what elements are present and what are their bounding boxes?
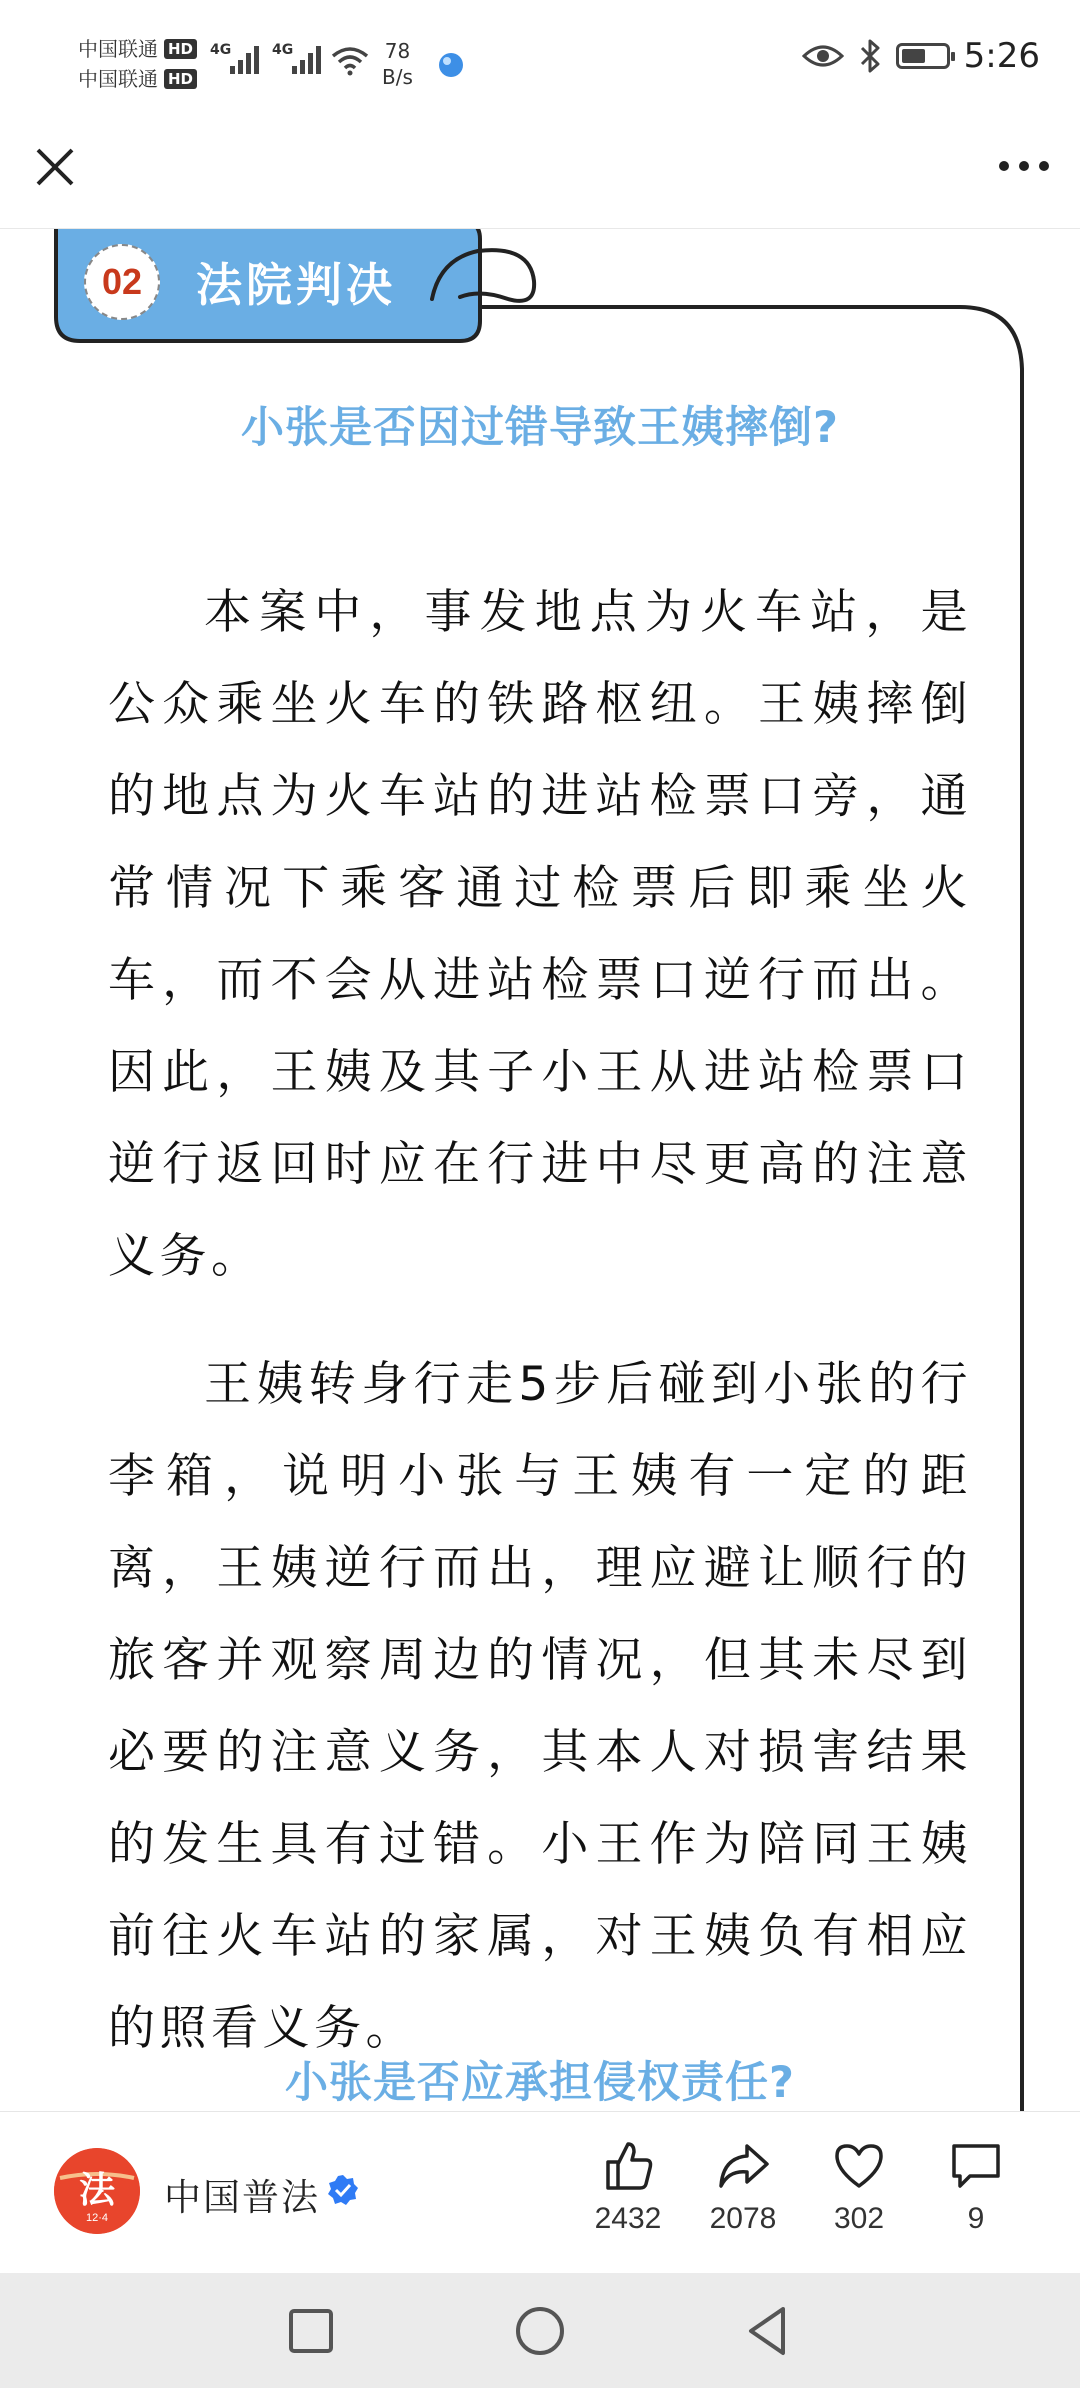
back-icon[interactable] xyxy=(741,2303,797,2359)
account-name[interactable]: 中国普法 xyxy=(164,2176,320,2219)
like-count: 2432 xyxy=(594,2202,662,2235)
account-avatar[interactable] xyxy=(54,2148,140,2234)
comment-count: 9 xyxy=(967,2202,985,2235)
comment-button[interactable] xyxy=(931,2138,1021,2236)
wifi-icon xyxy=(330,44,370,76)
verified-badge-icon xyxy=(326,2173,360,2207)
network-type-2: 4G xyxy=(272,42,294,58)
carrier-2: 中国联通 xyxy=(78,67,158,91)
speed-unit: B/s xyxy=(382,65,413,89)
bluetooth-icon xyxy=(858,39,882,73)
battery-fill xyxy=(902,49,925,63)
article-content[interactable] xyxy=(0,229,1080,2111)
clock: 5:26 xyxy=(963,36,1040,76)
section-number-badge: 02 xyxy=(84,244,160,320)
logo-text: 12·4 xyxy=(85,2212,109,2224)
status-bar xyxy=(0,0,1080,130)
recent-apps-icon[interactable] xyxy=(283,2303,339,2359)
paragraph: 本案中，事发地点为火车站，是公众乘坐火车的铁路枢纽。王姨摔倒的地点为火车站的进站检票口旁，通常情况下乘客通过检票后即乘坐火车，而不会从进站检票口逆行而出。因此，王姨及其子小王从进站检票口逆行返回时应在行进中尽更高的注意义务。 xyxy=(108,585,972,1284)
app-notification-icon xyxy=(436,50,466,80)
signal-icon xyxy=(228,44,262,76)
home-icon[interactable] xyxy=(512,2303,568,2359)
network-type-1: 4G xyxy=(210,42,232,58)
status-right xyxy=(802,36,1040,76)
favorite-count: 302 xyxy=(833,2202,885,2235)
close-icon[interactable] xyxy=(30,142,80,192)
paragraph: 王姨转身行走5步后碰到小张的行李箱，说明小张与王姨有一定的距离，王姨逆行而出，理应避让顺行的旅客并观察周边的情况，但其未尽到必要的注意义务，其本人对损害结果的发生具有过错。小王作为陪同王姨前往火车站的家属，对王姨负有相应的照看义务。 xyxy=(108,1357,972,2056)
speed-value: 78 xyxy=(384,39,411,63)
svg-text:法: 法 xyxy=(78,2170,116,2211)
subheading: 小张是否因过错导致王姨摔倒? xyxy=(241,403,839,453)
network-speed xyxy=(382,38,413,90)
like-button[interactable] xyxy=(583,2138,673,2236)
top-nav xyxy=(0,130,1080,229)
favorite-button[interactable] xyxy=(814,2138,904,2236)
share-icon xyxy=(715,2138,771,2194)
carrier-1: 中国联通 xyxy=(78,37,158,61)
subheading: 小张是否应承担侵权责任? xyxy=(285,2058,795,2108)
section-title: 法院判决 xyxy=(196,258,396,312)
battery-icon xyxy=(896,43,950,69)
signal-icon xyxy=(290,44,324,76)
eye-icon xyxy=(802,41,844,71)
system-nav-bar xyxy=(0,2273,1080,2388)
share-count: 2078 xyxy=(709,2202,777,2235)
action-bar xyxy=(0,2111,1080,2274)
more-icon[interactable] xyxy=(994,148,1054,184)
carrier-info xyxy=(78,34,197,94)
comment-icon xyxy=(948,2138,1004,2194)
thumbs-up-icon xyxy=(600,2138,656,2194)
hd-badge: HD xyxy=(164,69,197,89)
hd-badge: HD xyxy=(164,39,197,59)
heart-icon xyxy=(831,2138,887,2194)
share-button[interactable] xyxy=(698,2138,788,2236)
